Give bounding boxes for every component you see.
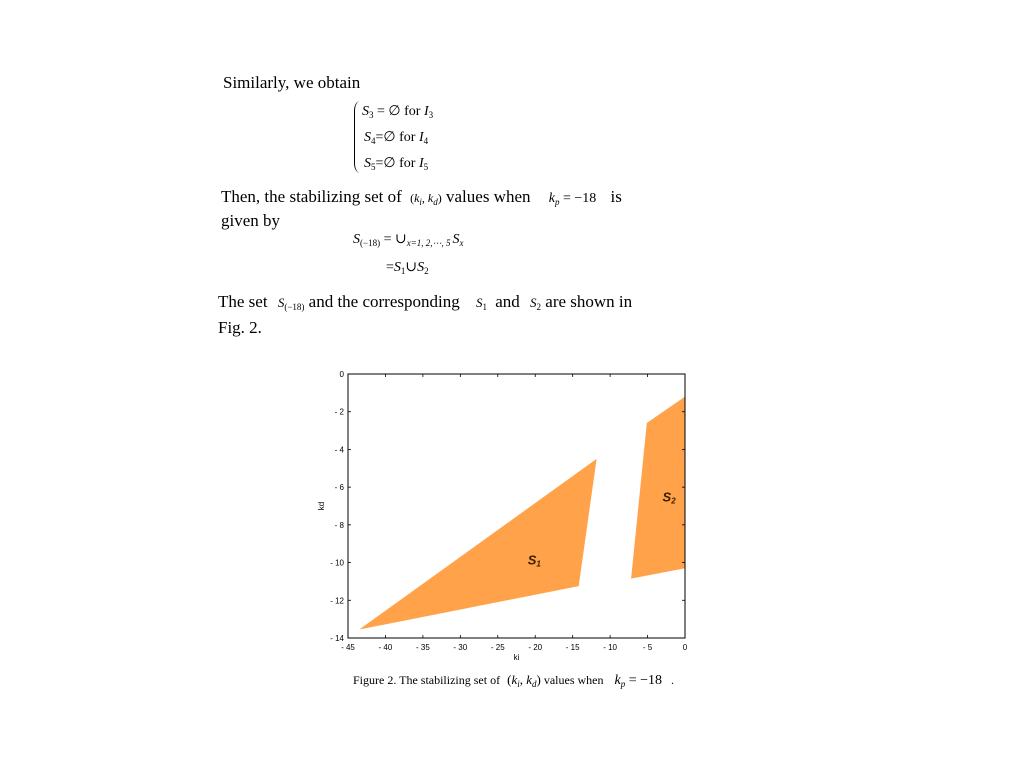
ki-kd-pair: ($k_i$, $k_d$) xyxy=(410,191,442,207)
x-tick-label: - 20 xyxy=(528,643,543,652)
paragraph-then-text: Then, the stabilizing set of ($k_i$, $k_d$) values when $k_p = -18$ is xyxy=(221,187,622,207)
y-tick-label: - 12 xyxy=(330,596,344,606)
y-tick-label: - 6 xyxy=(334,483,344,493)
equation-s4: $S_4=\emptyset$ for $I_4$ xyxy=(364,130,429,146)
paragraph-then-line2: given by xyxy=(221,211,281,230)
region-label-s2: S2 xyxy=(662,489,676,506)
union-equation: $S_{(-18)}$ = $\cup_{x=1, 2,\cdots, 5}$ $S_x$ xyxy=(353,232,464,248)
x-tick-label: - 10 xyxy=(603,643,618,652)
region-label-s1: S1 xyxy=(527,552,541,569)
equation-s5: $S_5=\emptyset$ for $I_5$ xyxy=(364,156,429,172)
y-tick-label: - 8 xyxy=(334,520,344,530)
y-tick-label: 0 xyxy=(339,370,344,379)
region-s2 xyxy=(631,397,685,579)
x-tick-label: - 30 xyxy=(453,643,468,652)
x-tick-label: - 40 xyxy=(378,643,393,652)
union-result: $=S_1\cup S_2$ xyxy=(386,260,429,276)
y-tick-label: - 2 xyxy=(334,407,344,417)
plot-frame xyxy=(348,374,685,638)
x-axis-label: ki xyxy=(513,653,520,662)
paragraph-the-set: The set $S_{(-18)}$ and the corresponding $S_1$ and $S_2$ are shown in xyxy=(218,292,633,312)
paragraph-similarly: Similarly, we obtain xyxy=(223,73,361,92)
equation-s3: $S_3$ = ∅ for $I_3$ xyxy=(362,104,434,120)
x-tick-label: - 45 xyxy=(341,643,355,652)
region-s1 xyxy=(359,459,596,630)
y-axis-label: kd xyxy=(317,501,326,511)
kp-value: $k_p = -18$ xyxy=(548,191,597,207)
stabilizing-set-chart xyxy=(300,362,700,667)
x-tick-label: - 15 xyxy=(565,643,580,652)
y-tick-label: - 10 xyxy=(330,558,344,568)
x-tick-label: - 5 xyxy=(642,643,653,652)
figure-caption: Figure 2. The stabilizing set of ($k_i$, $k_d$) values when $k_p = -18$ . xyxy=(353,672,675,689)
x-tick-label: 0 xyxy=(682,643,688,652)
x-tick-label: - 25 xyxy=(490,643,505,652)
paragraph-the-set-line2: Fig. 2. xyxy=(218,318,262,337)
x-tick-label: - 35 xyxy=(415,643,430,652)
y-tick-label: - 4 xyxy=(334,445,344,455)
system-brace xyxy=(354,101,361,173)
y-tick-label: - 14 xyxy=(330,634,344,643)
